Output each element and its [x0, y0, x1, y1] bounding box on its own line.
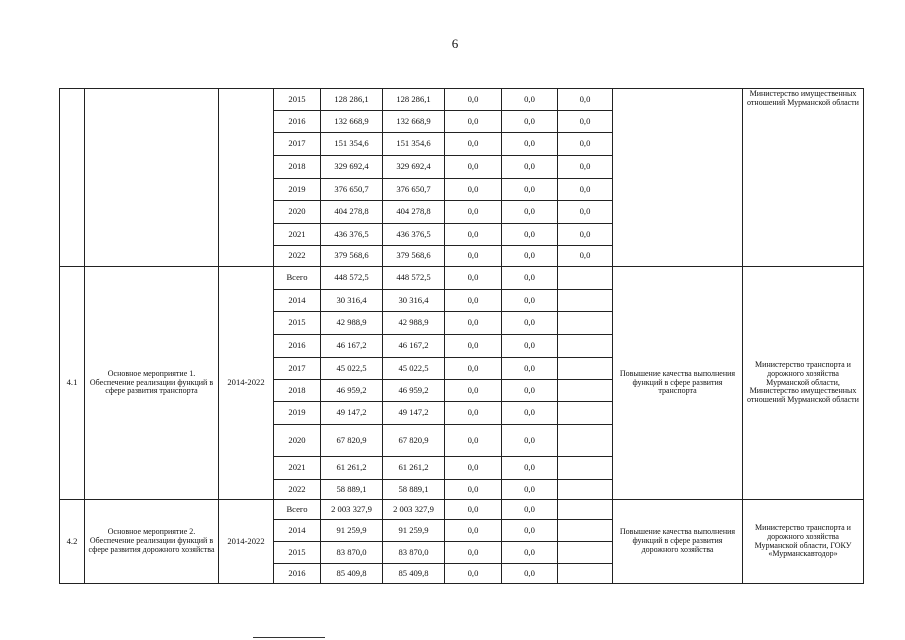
- local-budget-cell: 0,0: [502, 520, 558, 542]
- total-amount-cell: 58 889,1: [321, 480, 383, 500]
- other-sources-cell: 0,0: [558, 89, 613, 111]
- regional-budget-cell: 85 409,8: [383, 564, 445, 584]
- total-amount-cell: 49 147,2: [321, 402, 383, 425]
- other-sources-cell: [558, 457, 613, 480]
- federal-budget-cell: 0,0: [445, 500, 502, 520]
- total-amount-cell: 329 692,4: [321, 156, 383, 179]
- total-amount-cell: 46 167,2: [321, 335, 383, 358]
- year-cell: Всего: [274, 267, 321, 290]
- local-budget-cell: 0,0: [502, 358, 558, 380]
- period-cell: 2014-2022: [219, 500, 274, 584]
- regional-budget-cell: 376 650,7: [383, 179, 445, 201]
- local-budget-cell: 0,0: [502, 290, 558, 312]
- federal-budget-cell: 0,0: [445, 267, 502, 290]
- other-sources-cell: 0,0: [558, 224, 613, 246]
- regional-budget-cell: 30 316,4: [383, 290, 445, 312]
- total-amount-cell: 45 022,5: [321, 358, 383, 380]
- table-row: [60, 267, 864, 290]
- federal-budget-cell: 0,0: [445, 564, 502, 584]
- year-cell: 2021: [274, 457, 321, 480]
- year-cell: 2022: [274, 480, 321, 500]
- federal-budget-cell: 0,0: [445, 542, 502, 564]
- activity-number-cell: [60, 89, 85, 267]
- local-budget-cell: 0,0: [502, 542, 558, 564]
- federal-budget-cell: 0,0: [445, 457, 502, 480]
- other-sources-cell: [558, 358, 613, 380]
- year-cell: 2020: [274, 425, 321, 457]
- federal-budget-cell: 0,0: [445, 201, 502, 224]
- federal-budget-cell: 0,0: [445, 133, 502, 156]
- regional-budget-cell: 436 376,5: [383, 224, 445, 246]
- regional-budget-cell: 128 286,1: [383, 89, 445, 111]
- federal-budget-cell: 0,0: [445, 156, 502, 179]
- expected-result-cell: Повышение качества выполнения функций в сфере развития дорожного хозяйства: [613, 500, 743, 584]
- total-amount-cell: 67 820,9: [321, 425, 383, 457]
- federal-budget-cell: 0,0: [445, 312, 502, 335]
- federal-budget-cell: 0,0: [445, 402, 502, 425]
- local-budget-cell: 0,0: [502, 564, 558, 584]
- regional-budget-cell: 61 261,2: [383, 457, 445, 480]
- local-budget-cell: 0,0: [502, 156, 558, 179]
- year-cell: 2015: [274, 312, 321, 335]
- year-cell: 2021: [274, 224, 321, 246]
- total-amount-cell: 91 259,9: [321, 520, 383, 542]
- local-budget-cell: 0,0: [502, 179, 558, 201]
- federal-budget-cell: 0,0: [445, 425, 502, 457]
- other-sources-cell: [558, 402, 613, 425]
- year-cell: 2015: [274, 542, 321, 564]
- other-sources-cell: [558, 380, 613, 402]
- year-cell: 2020: [274, 201, 321, 224]
- other-sources-cell: [558, 290, 613, 312]
- total-amount-cell: 83 870,0: [321, 542, 383, 564]
- regional-budget-cell: 329 692,4: [383, 156, 445, 179]
- regional-budget-cell: 42 988,9: [383, 312, 445, 335]
- regional-budget-cell: 379 568,6: [383, 246, 445, 267]
- federal-budget-cell: 0,0: [445, 290, 502, 312]
- regional-budget-cell: 45 022,5: [383, 358, 445, 380]
- other-sources-cell: 0,0: [558, 201, 613, 224]
- year-cell: 2014: [274, 520, 321, 542]
- regional-budget-cell: 91 259,9: [383, 520, 445, 542]
- total-amount-cell: 132 668,9: [321, 111, 383, 133]
- activity-number-cell: 4.2: [60, 500, 85, 584]
- other-sources-cell: [558, 267, 613, 290]
- total-amount-cell: 61 261,2: [321, 457, 383, 480]
- other-sources-cell: [558, 335, 613, 358]
- executor-cell: Министерство транспорта и дорожного хозяйства Мурманской области, Министерство имущественных отношений Мурманской области: [743, 267, 864, 500]
- table-row: [60, 89, 864, 111]
- year-cell: 2019: [274, 402, 321, 425]
- executor-cell: Министерство имущественных отношений Мурманской области: [743, 89, 864, 267]
- other-sources-cell: [558, 520, 613, 542]
- local-budget-cell: 0,0: [502, 457, 558, 480]
- other-sources-cell: [558, 425, 613, 457]
- other-sources-cell: 0,0: [558, 133, 613, 156]
- local-budget-cell: 0,0: [502, 312, 558, 335]
- total-amount-cell: 379 568,6: [321, 246, 383, 267]
- page-number: 6: [451, 36, 459, 51]
- other-sources-cell: 0,0: [558, 179, 613, 201]
- total-amount-cell: 448 572,5: [321, 267, 383, 290]
- year-cell: 2016: [274, 564, 321, 584]
- activity-number-cell: 4.1: [60, 267, 85, 500]
- regional-budget-cell: 83 870,0: [383, 542, 445, 564]
- local-budget-cell: 0,0: [502, 201, 558, 224]
- local-budget-cell: 0,0: [502, 500, 558, 520]
- local-budget-cell: 0,0: [502, 89, 558, 111]
- period-cell: [219, 89, 274, 267]
- year-cell: 2016: [274, 111, 321, 133]
- federal-budget-cell: 0,0: [445, 246, 502, 267]
- program-activities-table: [59, 88, 864, 584]
- footnote-separator: [253, 637, 325, 638]
- local-budget-cell: 0,0: [502, 246, 558, 267]
- period-cell: 2014-2022: [219, 267, 274, 500]
- other-sources-cell: 0,0: [558, 111, 613, 133]
- activity-name-cell: Основное мероприятие 1. Обеспечение реализации функций в сфере развития транспорта: [85, 267, 219, 500]
- regional-budget-cell: 46 167,2: [383, 335, 445, 358]
- regional-budget-cell: 46 959,2: [383, 380, 445, 402]
- local-budget-cell: 0,0: [502, 335, 558, 358]
- local-budget-cell: 0,0: [502, 402, 558, 425]
- year-cell: 2014: [274, 290, 321, 312]
- year-cell: 2016: [274, 335, 321, 358]
- regional-budget-cell: 67 820,9: [383, 425, 445, 457]
- regional-budget-cell: 448 572,5: [383, 267, 445, 290]
- total-amount-cell: 30 316,4: [321, 290, 383, 312]
- regional-budget-cell: 2 003 327,9: [383, 500, 445, 520]
- federal-budget-cell: 0,0: [445, 380, 502, 402]
- local-budget-cell: 0,0: [502, 133, 558, 156]
- other-sources-cell: 0,0: [558, 246, 613, 267]
- federal-budget-cell: 0,0: [445, 179, 502, 201]
- federal-budget-cell: 0,0: [445, 520, 502, 542]
- total-amount-cell: 2 003 327,9: [321, 500, 383, 520]
- total-amount-cell: 46 959,2: [321, 380, 383, 402]
- year-cell: 2022: [274, 246, 321, 267]
- total-amount-cell: 436 376,5: [321, 224, 383, 246]
- federal-budget-cell: 0,0: [445, 335, 502, 358]
- local-budget-cell: 0,0: [502, 267, 558, 290]
- regional-budget-cell: 151 354,6: [383, 133, 445, 156]
- local-budget-cell: 0,0: [502, 425, 558, 457]
- other-sources-cell: [558, 312, 613, 335]
- activity-name-cell: Основное мероприятие 2. Обеспечение реализации функций в сфере развития дорожного хозяйства: [85, 500, 219, 584]
- expected-result-cell: [613, 89, 743, 267]
- total-amount-cell: 376 650,7: [321, 179, 383, 201]
- total-amount-cell: 42 988,9: [321, 312, 383, 335]
- activity-name-cell: [85, 89, 219, 267]
- local-budget-cell: 0,0: [502, 111, 558, 133]
- expected-result-cell: Повышение качества выполнения функций в сфере развития транспорта: [613, 267, 743, 500]
- regional-budget-cell: 132 668,9: [383, 111, 445, 133]
- year-cell: 2017: [274, 358, 321, 380]
- federal-budget-cell: 0,0: [445, 358, 502, 380]
- year-cell: 2017: [274, 133, 321, 156]
- other-sources-cell: [558, 542, 613, 564]
- table-row: [60, 500, 864, 520]
- total-amount-cell: 404 278,8: [321, 201, 383, 224]
- total-amount-cell: 128 286,1: [321, 89, 383, 111]
- other-sources-cell: [558, 564, 613, 584]
- year-cell: 2018: [274, 156, 321, 179]
- other-sources-cell: [558, 500, 613, 520]
- federal-budget-cell: 0,0: [445, 480, 502, 500]
- federal-budget-cell: 0,0: [445, 224, 502, 246]
- local-budget-cell: 0,0: [502, 224, 558, 246]
- year-cell: 2019: [274, 179, 321, 201]
- regional-budget-cell: 58 889,1: [383, 480, 445, 500]
- other-sources-cell: 0,0: [558, 156, 613, 179]
- regional-budget-cell: 49 147,2: [383, 402, 445, 425]
- total-amount-cell: 151 354,6: [321, 133, 383, 156]
- executor-cell: Министерство транспорта и дорожного хозяйства Мурманской области, ГОКУ «Мурманскавтодор»: [743, 500, 864, 584]
- year-cell: 2015: [274, 89, 321, 111]
- year-cell: Всего: [274, 500, 321, 520]
- local-budget-cell: 0,0: [502, 380, 558, 402]
- federal-budget-cell: 0,0: [445, 89, 502, 111]
- local-budget-cell: 0,0: [502, 480, 558, 500]
- regional-budget-cell: 404 278,8: [383, 201, 445, 224]
- other-sources-cell: [558, 480, 613, 500]
- year-cell: 2018: [274, 380, 321, 402]
- total-amount-cell: 85 409,8: [321, 564, 383, 584]
- federal-budget-cell: 0,0: [445, 111, 502, 133]
